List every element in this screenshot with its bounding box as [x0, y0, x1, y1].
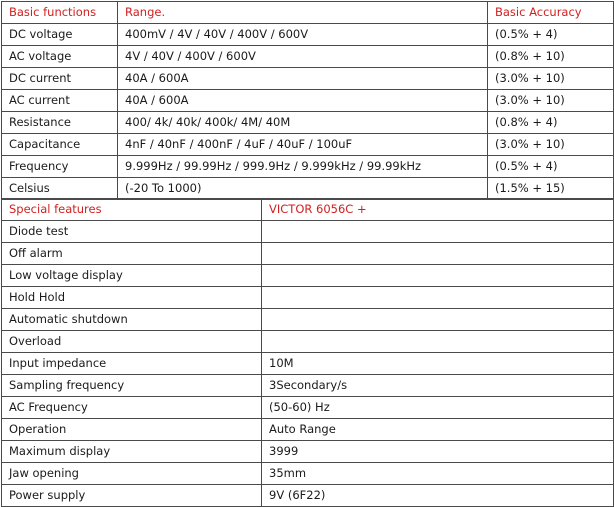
- header-basic-accuracy: Basic Accuracy: [488, 2, 614, 24]
- function-accuracy: (3.0% + 10): [488, 134, 614, 156]
- table-row: [2, 331, 614, 353]
- feature-value: [262, 243, 614, 265]
- feature-name: Power supply: [2, 485, 262, 507]
- function-name: Frequency: [2, 156, 118, 178]
- feature-name: Maximum display: [2, 441, 262, 463]
- header-range: Range.: [118, 2, 488, 24]
- table-row: [2, 134, 614, 156]
- feature-name: AC Frequency: [2, 397, 262, 419]
- function-range: 400mV / 4V / 40V / 400V / 600V: [118, 24, 488, 46]
- table-row: [2, 46, 614, 68]
- function-range: 40A / 600A: [118, 68, 488, 90]
- table-row: [2, 68, 614, 90]
- table-row: [2, 90, 614, 112]
- function-range: 9.999Hz / 99.99Hz / 999.9Hz / 9.999kHz / 99.99kHz: [118, 156, 488, 178]
- table-row: [2, 441, 614, 463]
- function-range: 4nF / 40nF / 400nF / 4uF / 40uF / 100uF: [118, 134, 488, 156]
- function-accuracy: (0.8% + 4): [488, 112, 614, 134]
- feature-name: Jaw opening: [2, 463, 262, 485]
- table-row: [2, 463, 614, 485]
- function-name: DC current: [2, 68, 118, 90]
- table-row: [2, 485, 614, 507]
- function-range: 40A / 600A: [118, 90, 488, 112]
- table-row: [2, 419, 614, 441]
- feature-value: [262, 265, 614, 287]
- feature-value: (50-60) Hz: [262, 397, 614, 419]
- feature-name: Sampling frequency: [2, 375, 262, 397]
- special-features-table: [1, 198, 614, 507]
- function-range: 4V / 40V / 400V / 600V: [118, 46, 488, 68]
- table-row: [2, 24, 614, 46]
- feature-value: 9V (6F22): [262, 485, 614, 507]
- feature-value: [262, 331, 614, 353]
- function-name: AC current: [2, 90, 118, 112]
- table-row: [2, 375, 614, 397]
- feature-value: Auto Range: [262, 419, 614, 441]
- header-special-features: Special features: [2, 199, 262, 221]
- function-name: Celsius: [2, 178, 118, 200]
- function-name: Resistance: [2, 112, 118, 134]
- table-row: [2, 265, 614, 287]
- table-row: [2, 309, 614, 331]
- table-row: [2, 156, 614, 178]
- feature-name: Low voltage display: [2, 265, 262, 287]
- feature-name: Operation: [2, 419, 262, 441]
- function-range: (-20 To 1000): [118, 178, 488, 200]
- table-row: [2, 287, 614, 309]
- feature-name: Off alarm: [2, 243, 262, 265]
- feature-value: 3999: [262, 441, 614, 463]
- function-accuracy: (0.5% + 4): [488, 24, 614, 46]
- function-name: DC voltage: [2, 24, 118, 46]
- feature-value: 3Secondary/s: [262, 375, 614, 397]
- feature-value: 10M: [262, 353, 614, 375]
- feature-value: [262, 221, 614, 243]
- feature-name: Hold Hold: [2, 287, 262, 309]
- basic-functions-table: [1, 1, 614, 200]
- function-accuracy: (0.8% + 10): [488, 46, 614, 68]
- function-name: AC voltage: [2, 46, 118, 68]
- feature-name: Diode test: [2, 221, 262, 243]
- function-accuracy: (3.0% + 10): [488, 90, 614, 112]
- table-row: [2, 221, 614, 243]
- table-row: [2, 243, 614, 265]
- function-accuracy: (0.5% + 4): [488, 156, 614, 178]
- header-model: VICTOR 6056C +: [262, 199, 614, 221]
- table-header-row: [2, 199, 614, 221]
- feature-name: Input impedance: [2, 353, 262, 375]
- table-row: [2, 112, 614, 134]
- function-range: 400/ 4k/ 40k/ 400k/ 4M/ 40M: [118, 112, 488, 134]
- function-accuracy: (3.0% + 10): [488, 68, 614, 90]
- function-accuracy: (1.5% + 15): [488, 178, 614, 200]
- feature-value: [262, 309, 614, 331]
- feature-name: Overload: [2, 331, 262, 353]
- header-basic-functions: Basic functions: [2, 2, 118, 24]
- table-row: [2, 353, 614, 375]
- table-row: [2, 397, 614, 419]
- feature-value: 35mm: [262, 463, 614, 485]
- feature-name: Automatic shutdown: [2, 309, 262, 331]
- function-name: Capacitance: [2, 134, 118, 156]
- table-row: [2, 178, 614, 200]
- table-header-row: [2, 2, 614, 24]
- feature-value: [262, 287, 614, 309]
